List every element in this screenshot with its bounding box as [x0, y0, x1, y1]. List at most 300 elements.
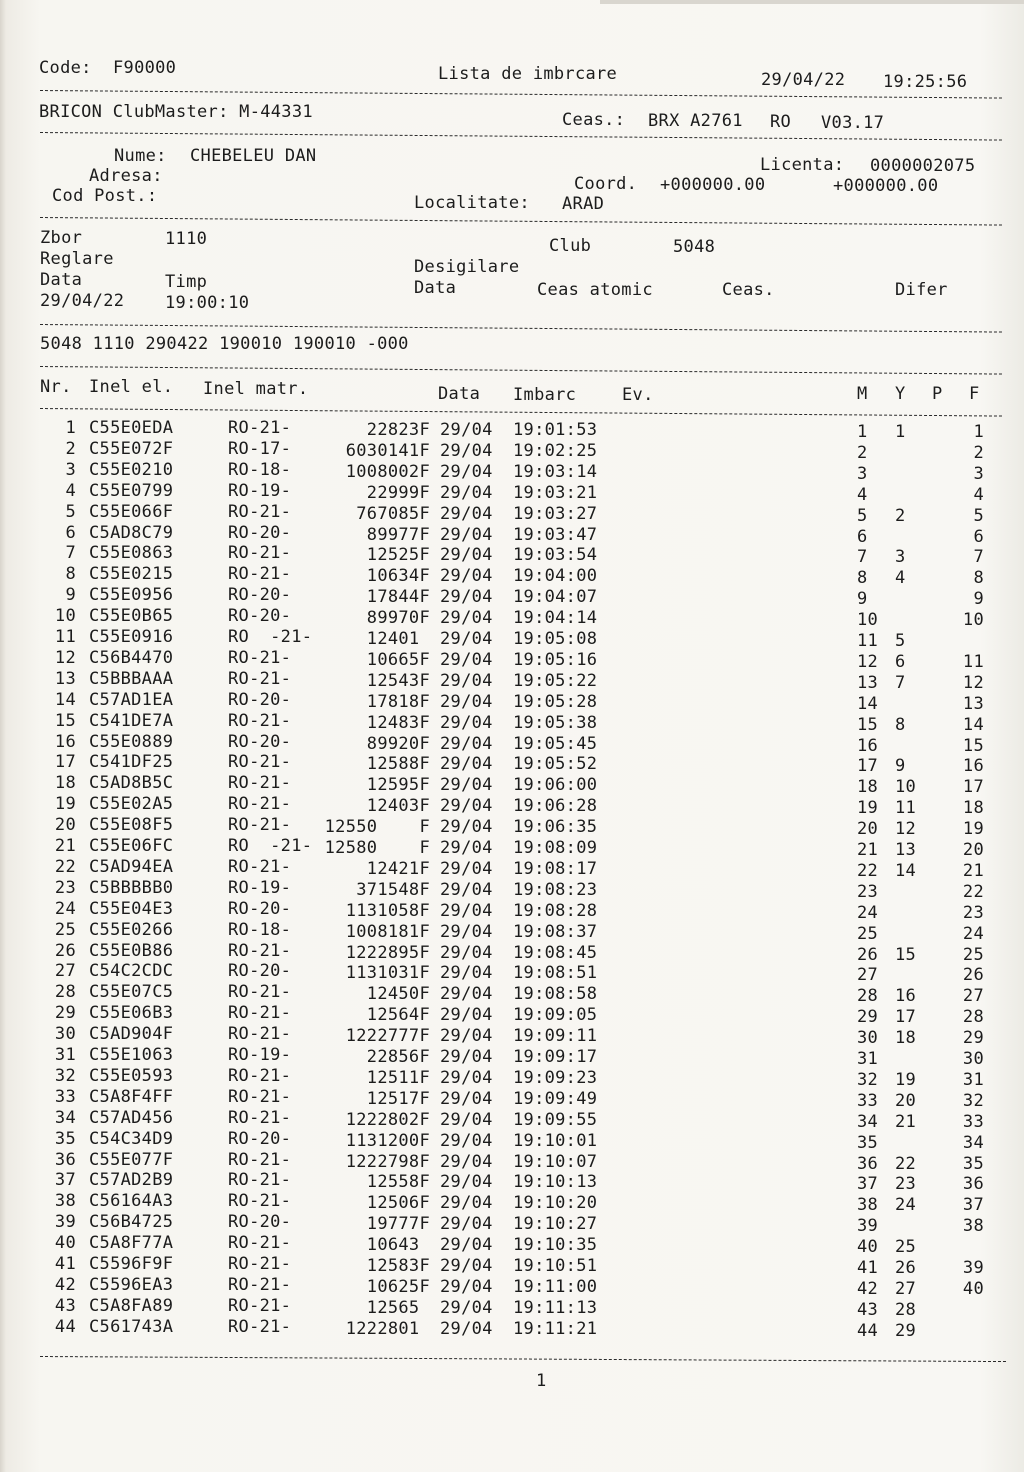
- row-date: 29/04: [440, 629, 493, 649]
- row-date: 29/04: [440, 733, 493, 754]
- row-arrival-time: 19:09:05: [513, 1005, 598, 1026]
- table-row: [0, 710, 1024, 735]
- row-date: 29/04: [440, 1067, 493, 1088]
- row-arrival-time: 19:03:27: [513, 503, 598, 524]
- row-f: 5: [973, 505, 984, 526]
- row-ring-number: 1222802F: [345, 1109, 430, 1130]
- row-inel-el: C56B4725: [89, 1212, 174, 1233]
- row-f: 29: [962, 1028, 984, 1049]
- row-y: 25: [895, 1237, 917, 1258]
- row-date: 29/04: [440, 1276, 493, 1297]
- row-m: 26: [857, 944, 879, 965]
- row-y: 2: [895, 505, 906, 526]
- row-date: 29/04: [440, 503, 493, 524]
- table-row: [0, 1047, 1024, 1068]
- row-ring-number: 89920F: [366, 733, 430, 754]
- row-m: 41: [857, 1258, 879, 1278]
- row-f: 34: [962, 1132, 984, 1153]
- row-arrival-time: 19:08:51: [513, 963, 598, 984]
- row-f: 32: [962, 1090, 984, 1111]
- row-date: 29/04: [440, 1151, 493, 1172]
- row-ring-number: 6030141F: [345, 440, 430, 461]
- row-inel-el: C54C34D9: [89, 1128, 174, 1149]
- table-row: [0, 1235, 1024, 1256]
- row-ring-number: 12421F: [366, 858, 430, 879]
- row-date: 29/04: [440, 566, 493, 587]
- row-f: 6: [973, 526, 984, 547]
- row-inel-el: C56B4470: [89, 647, 174, 668]
- row-nr: 25: [54, 919, 76, 940]
- row-country-year: RO-21-: [228, 1149, 292, 1170]
- row-arrival-time: 19:06:00: [513, 775, 598, 796]
- row-ring-number: 1131058F: [345, 900, 430, 921]
- table-row: [0, 501, 1024, 526]
- row-nr: 19: [54, 794, 76, 815]
- row-f: 20: [962, 840, 984, 860]
- row-country-year: RO-21-: [228, 773, 292, 794]
- timp-label: Timp: [165, 272, 208, 292]
- row-nr: 5: [65, 501, 76, 522]
- row-m: 11: [857, 631, 879, 651]
- table-row: [0, 838, 1024, 859]
- row-inel-el: C55E0B86: [89, 940, 174, 961]
- table-row: [0, 668, 1024, 693]
- row-date: 29/04: [440, 440, 493, 461]
- row-m: 34: [857, 1111, 879, 1132]
- row-date: 29/04: [440, 942, 493, 963]
- row-f: 16: [962, 756, 984, 777]
- row-date: 29/04: [440, 817, 493, 838]
- row-nr: 29: [54, 1003, 76, 1024]
- table-row: [0, 1193, 1024, 1214]
- row-f: 39: [962, 1258, 984, 1278]
- row-ring-number: 12525F: [366, 545, 430, 566]
- row-date: 29/04: [440, 1318, 493, 1339]
- row-date: 29/04: [440, 900, 493, 921]
- row-m: 23: [857, 881, 879, 902]
- table-row: [0, 1107, 1024, 1132]
- row-f: 15: [962, 735, 984, 756]
- row-f: 22: [962, 881, 984, 902]
- row-m: 9: [857, 589, 868, 610]
- license-value: 0000002075: [870, 156, 976, 176]
- row-country-year: RO-21-: [228, 1086, 292, 1107]
- row-arrival-time: 19:09:11: [513, 1026, 598, 1047]
- difer-label: Difer: [895, 280, 948, 300]
- table-row: [0, 1316, 1024, 1341]
- row-inel-el: C55E08F5: [89, 815, 174, 836]
- col-p-header: P: [932, 384, 943, 404]
- row-nr: 13: [54, 668, 76, 689]
- table-row: [0, 919, 1024, 944]
- row-inel-el: C55E07C5: [89, 982, 174, 1003]
- row-country-year: RO-21-: [228, 418, 292, 438]
- row-m: 16: [857, 735, 879, 756]
- table-row: [0, 1295, 1024, 1320]
- row-f: 12: [962, 672, 984, 693]
- row-inel-el: C5A8F77A: [89, 1233, 174, 1254]
- row-date: 29/04: [440, 1109, 493, 1130]
- row-date: 29/04: [440, 482, 493, 503]
- row-country-year: RO-21-: [228, 1233, 292, 1254]
- row-y: 7: [895, 672, 906, 693]
- row-arrival-time: 19:08:58: [513, 984, 598, 1005]
- divider: [40, 132, 1002, 141]
- row-date: 29/04: [440, 608, 493, 629]
- row-nr: 20: [54, 815, 76, 836]
- row-nr: 7: [65, 543, 76, 564]
- row-nr: 42: [54, 1274, 76, 1295]
- row-m: 7: [857, 547, 868, 568]
- row-ring-number: 371548F: [356, 879, 430, 900]
- row-country-year: RO-21-: [228, 752, 292, 773]
- row-nr: 27: [54, 961, 76, 982]
- table-row: [0, 940, 1024, 965]
- locality-label: Localitate:: [414, 193, 530, 213]
- row-arrival-time: 19:10:01: [513, 1130, 598, 1151]
- divider: [40, 90, 1002, 99]
- row-nr: 39: [54, 1212, 76, 1233]
- row-country-year: RO-20-: [228, 898, 292, 919]
- row-m: 21: [857, 840, 879, 860]
- license-label: Licenta:: [760, 155, 845, 175]
- divider: [40, 324, 1002, 333]
- row-m: 22: [857, 860, 879, 881]
- coord-label: Coord.: [574, 174, 638, 194]
- row-date: 29/04: [440, 1047, 493, 1067]
- row-arrival-time: 19:11:21: [513, 1318, 598, 1339]
- row-ring-number: 10634F: [366, 566, 430, 587]
- clock-value: BRX A2761: [648, 111, 743, 131]
- col-inel-matr-header: Inel matr.: [203, 379, 309, 399]
- row-inel-el: C57AD1EA: [89, 689, 174, 710]
- table-row: [0, 1214, 1024, 1235]
- row-ring-number: 12550 F: [324, 817, 430, 838]
- row-m: 38: [857, 1195, 879, 1216]
- row-inel-el: C55E077F: [89, 1149, 174, 1170]
- row-ring-number: 12517F: [366, 1088, 430, 1109]
- row-ring-number: 10625F: [366, 1276, 430, 1297]
- row-country-year: RO-20-: [228, 1212, 292, 1233]
- club-label: Club: [549, 236, 592, 256]
- row-m: 4: [857, 484, 868, 505]
- row-country-year: RO-21-: [228, 1274, 292, 1295]
- row-country-year: RO-21-: [228, 543, 292, 564]
- row-inel-el: C55E06B3: [89, 1003, 174, 1024]
- row-inel-el: C55E0799: [89, 480, 174, 501]
- row-nr: 4: [65, 480, 76, 501]
- reglare-date: 29/04/22: [40, 291, 125, 311]
- row-arrival-time: 19:10:35: [513, 1235, 598, 1256]
- row-m: 40: [857, 1237, 879, 1258]
- row-inel-el: C5A8F4FF: [89, 1086, 174, 1107]
- row-date: 29/04: [440, 921, 493, 942]
- row-date: 29/04: [440, 1088, 493, 1109]
- table-row: [0, 877, 1024, 902]
- paper-edge: [600, 0, 1024, 4]
- row-country-year: RO-21-: [228, 1254, 292, 1274]
- row-country-year: RO -21-: [228, 627, 313, 647]
- row-arrival-time: 19:05:28: [513, 691, 598, 712]
- row-ring-number: 22856F: [366, 1047, 430, 1067]
- row-m: 44: [857, 1320, 879, 1341]
- row-nr: 1: [65, 418, 76, 438]
- table-row: [0, 689, 1024, 714]
- row-date: 29/04: [440, 1297, 493, 1318]
- row-m: 17: [857, 756, 879, 777]
- row-country-year: RO-19-: [228, 1045, 292, 1065]
- row-country-year: RO-21-: [228, 815, 292, 836]
- col-nr-header: Nr.: [40, 377, 72, 397]
- table-row: [0, 1149, 1024, 1174]
- row-y: 5: [895, 631, 906, 651]
- col-ev-header: Ev.: [622, 385, 654, 405]
- table-row: [0, 647, 1024, 672]
- row-f: 27: [962, 986, 984, 1007]
- row-date: 29/04: [440, 670, 493, 691]
- row-inel-el: C541DE7A: [89, 710, 174, 731]
- row-date: 29/04: [440, 1256, 493, 1276]
- code-value: F90000: [113, 58, 177, 78]
- row-arrival-time: 19:08:37: [513, 921, 598, 942]
- row-m: 29: [857, 1007, 879, 1028]
- table-row: [0, 754, 1024, 775]
- reglare-time: 19:00:10: [165, 293, 250, 313]
- row-arrival-time: 19:05:16: [513, 649, 598, 670]
- row-ring-number: 89977F: [366, 524, 430, 545]
- row-nr: 24: [54, 898, 76, 919]
- divider: [40, 366, 1002, 375]
- row-y: 21: [895, 1111, 917, 1132]
- row-arrival-time: 19:04:00: [513, 566, 598, 587]
- row-y: 17: [895, 1007, 917, 1028]
- row-ring-number: 12543F: [366, 670, 430, 691]
- row-f: 11: [962, 651, 984, 672]
- table-row: [0, 566, 1024, 587]
- row-country-year: RO-21-: [228, 940, 292, 961]
- table-row: [0, 438, 1024, 463]
- row-date: 29/04: [440, 754, 493, 775]
- row-m: 20: [857, 819, 879, 840]
- row-country-year: RO-21-: [228, 982, 292, 1003]
- row-nr: 32: [54, 1065, 76, 1086]
- row-inel-el: C55E0B65: [89, 606, 174, 627]
- row-country-year: RO-21-: [228, 1003, 292, 1024]
- row-date: 29/04: [440, 879, 493, 900]
- row-ring-number: 19777F: [366, 1214, 430, 1235]
- row-ring-number: 1222777F: [345, 1026, 430, 1047]
- software-version: V03.17: [821, 113, 885, 133]
- table-row: [0, 1274, 1024, 1299]
- row-inel-el: C55E0889: [89, 731, 174, 752]
- row-nr: 26: [54, 940, 76, 961]
- row-y: 20: [895, 1090, 917, 1111]
- system-name: BRICON ClubMaster: M-44331: [39, 102, 313, 122]
- print-date: 29/04/22: [761, 70, 846, 90]
- table-row: [0, 629, 1024, 650]
- row-country-year: RO-20-: [228, 585, 292, 606]
- row-arrival-time: 19:03:14: [513, 461, 598, 482]
- row-nr: 33: [54, 1086, 76, 1107]
- row-y: 19: [895, 1069, 917, 1090]
- zbor-label: Zbor: [40, 228, 83, 248]
- row-y: 12: [895, 819, 917, 840]
- row-country-year: RO-18-: [228, 919, 292, 940]
- table-row: [0, 1128, 1024, 1153]
- row-m: 5: [857, 505, 868, 526]
- row-ring-number: 22999F: [366, 482, 430, 503]
- row-nr: 8: [65, 564, 76, 585]
- row-country-year: RO-21-: [228, 710, 292, 731]
- row-country-year: RO-20-: [228, 961, 292, 982]
- row-date: 29/04: [440, 858, 493, 879]
- row-inel-el: C5A8FA89: [89, 1295, 174, 1316]
- row-nr: 9: [65, 585, 76, 606]
- row-m: 19: [857, 798, 879, 819]
- row-m: 1: [857, 422, 868, 442]
- row-y: 8: [895, 714, 906, 735]
- row-ring-number: 12588F: [366, 754, 430, 775]
- row-m: 14: [857, 693, 879, 714]
- row-nr: 3: [65, 459, 76, 480]
- row-ring-number: 12595F: [366, 775, 430, 796]
- row-y: 16: [895, 986, 917, 1007]
- row-ring-number: 10643: [366, 1235, 430, 1256]
- row-inel-el: C55E0956: [89, 585, 174, 606]
- row-ring-number: 12580 F: [324, 838, 430, 858]
- row-country-year: RO-20-: [228, 1128, 292, 1149]
- row-date: 29/04: [440, 545, 493, 566]
- col-inel-el-header: Inel el.: [89, 377, 174, 397]
- row-y: 6: [895, 651, 906, 672]
- divider: [40, 217, 1002, 226]
- row-nr: 11: [54, 627, 76, 647]
- row-m: 33: [857, 1090, 879, 1111]
- row-m: 28: [857, 986, 879, 1007]
- row-y: 28: [895, 1299, 917, 1320]
- ceas-atomic-label: Ceas atomic: [537, 280, 653, 300]
- row-f: 8: [973, 568, 984, 589]
- table-row: [0, 963, 1024, 984]
- table-row: [0, 1005, 1024, 1026]
- row-m: 13: [857, 672, 879, 693]
- row-country-year: RO -21-: [228, 836, 313, 856]
- row-y: 3: [895, 547, 906, 568]
- row-f: 26: [962, 965, 984, 986]
- row-inel-el: C55E1063: [89, 1045, 174, 1065]
- row-date: 29/04: [440, 1193, 493, 1214]
- row-inel-el: C561743A: [89, 1316, 174, 1337]
- row-date: 29/04: [440, 775, 493, 796]
- row-inel-el: C57AD456: [89, 1107, 174, 1128]
- flight-code-line: 5048 1110 290422 190010 190010 -000: [40, 334, 409, 354]
- coord-x: +000000.00: [660, 175, 766, 195]
- row-m: 36: [857, 1153, 879, 1174]
- table-row: [0, 1026, 1024, 1047]
- row-f: 17: [962, 777, 984, 798]
- row-ring-number: 12403F: [366, 796, 430, 817]
- row-y: 24: [895, 1195, 917, 1216]
- row-inel-el: C5BBBAAA: [89, 668, 174, 689]
- row-f: 13: [962, 693, 984, 714]
- row-ring-number: 22823F: [366, 420, 430, 440]
- row-f: 33: [962, 1111, 984, 1132]
- row-nr: 31: [54, 1045, 76, 1065]
- row-country-year: RO-21-: [228, 1107, 292, 1128]
- row-arrival-time: 19:11:00: [513, 1276, 598, 1297]
- row-f: 10: [962, 610, 984, 631]
- data-label: Data: [40, 270, 83, 290]
- table-row: [0, 587, 1024, 608]
- row-nr: 12: [54, 647, 76, 668]
- row-ring-number: 12506F: [366, 1193, 430, 1214]
- row-m: 43: [857, 1299, 879, 1320]
- row-m: 15: [857, 714, 879, 735]
- row-arrival-time: 19:08:23: [513, 879, 598, 900]
- row-ring-number: 89970F: [366, 608, 430, 629]
- row-nr: 14: [54, 689, 76, 710]
- row-nr: 6: [65, 522, 76, 543]
- row-ring-number: 767085F: [356, 503, 430, 524]
- row-country-year: RO-19-: [228, 877, 292, 898]
- row-nr: 34: [54, 1107, 76, 1128]
- owner-name: CHEBELEU DAN: [190, 146, 317, 166]
- row-country-year: RO-20-: [228, 606, 292, 627]
- row-inel-el: C541DF25: [89, 752, 174, 773]
- row-arrival-time: 19:05:52: [513, 754, 598, 775]
- row-f: 24: [962, 923, 984, 944]
- row-nr: 28: [54, 982, 76, 1003]
- row-nr: 16: [54, 731, 76, 752]
- row-arrival-time: 19:10:27: [513, 1214, 598, 1235]
- row-date: 29/04: [440, 420, 493, 440]
- row-y: 1: [895, 422, 906, 442]
- row-inel-el: C5596F9F: [89, 1254, 174, 1274]
- row-f: 40: [962, 1278, 984, 1299]
- row-y: 10: [895, 777, 917, 798]
- row-inel-el: C55E04E3: [89, 898, 174, 919]
- row-country-year: RO-21-: [228, 647, 292, 668]
- postcode-label: Cod Post.:: [52, 186, 158, 206]
- row-m: 31: [857, 1049, 879, 1069]
- row-ring-number: 1131031F: [345, 963, 430, 984]
- row-nr: 36: [54, 1149, 76, 1170]
- locality-value: ARAD: [562, 194, 605, 214]
- row-country-year: RO-20-: [228, 689, 292, 710]
- col-m-header: M: [857, 384, 868, 404]
- row-nr: 41: [54, 1254, 76, 1274]
- row-ring-number: 1222895F: [345, 942, 430, 963]
- row-arrival-time: 19:05:22: [513, 670, 598, 691]
- row-arrival-time: 19:10:13: [513, 1172, 598, 1193]
- row-arrival-time: 19:03:47: [513, 524, 598, 545]
- row-ring-number: 1222798F: [345, 1151, 430, 1172]
- clock-label: Ceas.:: [562, 110, 626, 130]
- table-row: [0, 817, 1024, 838]
- row-arrival-time: 19:04:14: [513, 608, 598, 629]
- row-inel-el: C5AD8C79: [89, 522, 174, 543]
- row-arrival-time: 19:03:21: [513, 482, 598, 503]
- name-label: Nume:: [114, 146, 167, 166]
- row-ring-number: 17818F: [366, 691, 430, 712]
- row-country-year: RO-21-: [228, 1295, 292, 1316]
- row-m: 42: [857, 1278, 879, 1299]
- table-row: [0, 796, 1024, 817]
- row-inel-el: C55E02A5: [89, 794, 174, 815]
- row-f: 9: [973, 589, 984, 610]
- table-row: [0, 775, 1024, 796]
- row-arrival-time: 19:05:08: [513, 629, 598, 649]
